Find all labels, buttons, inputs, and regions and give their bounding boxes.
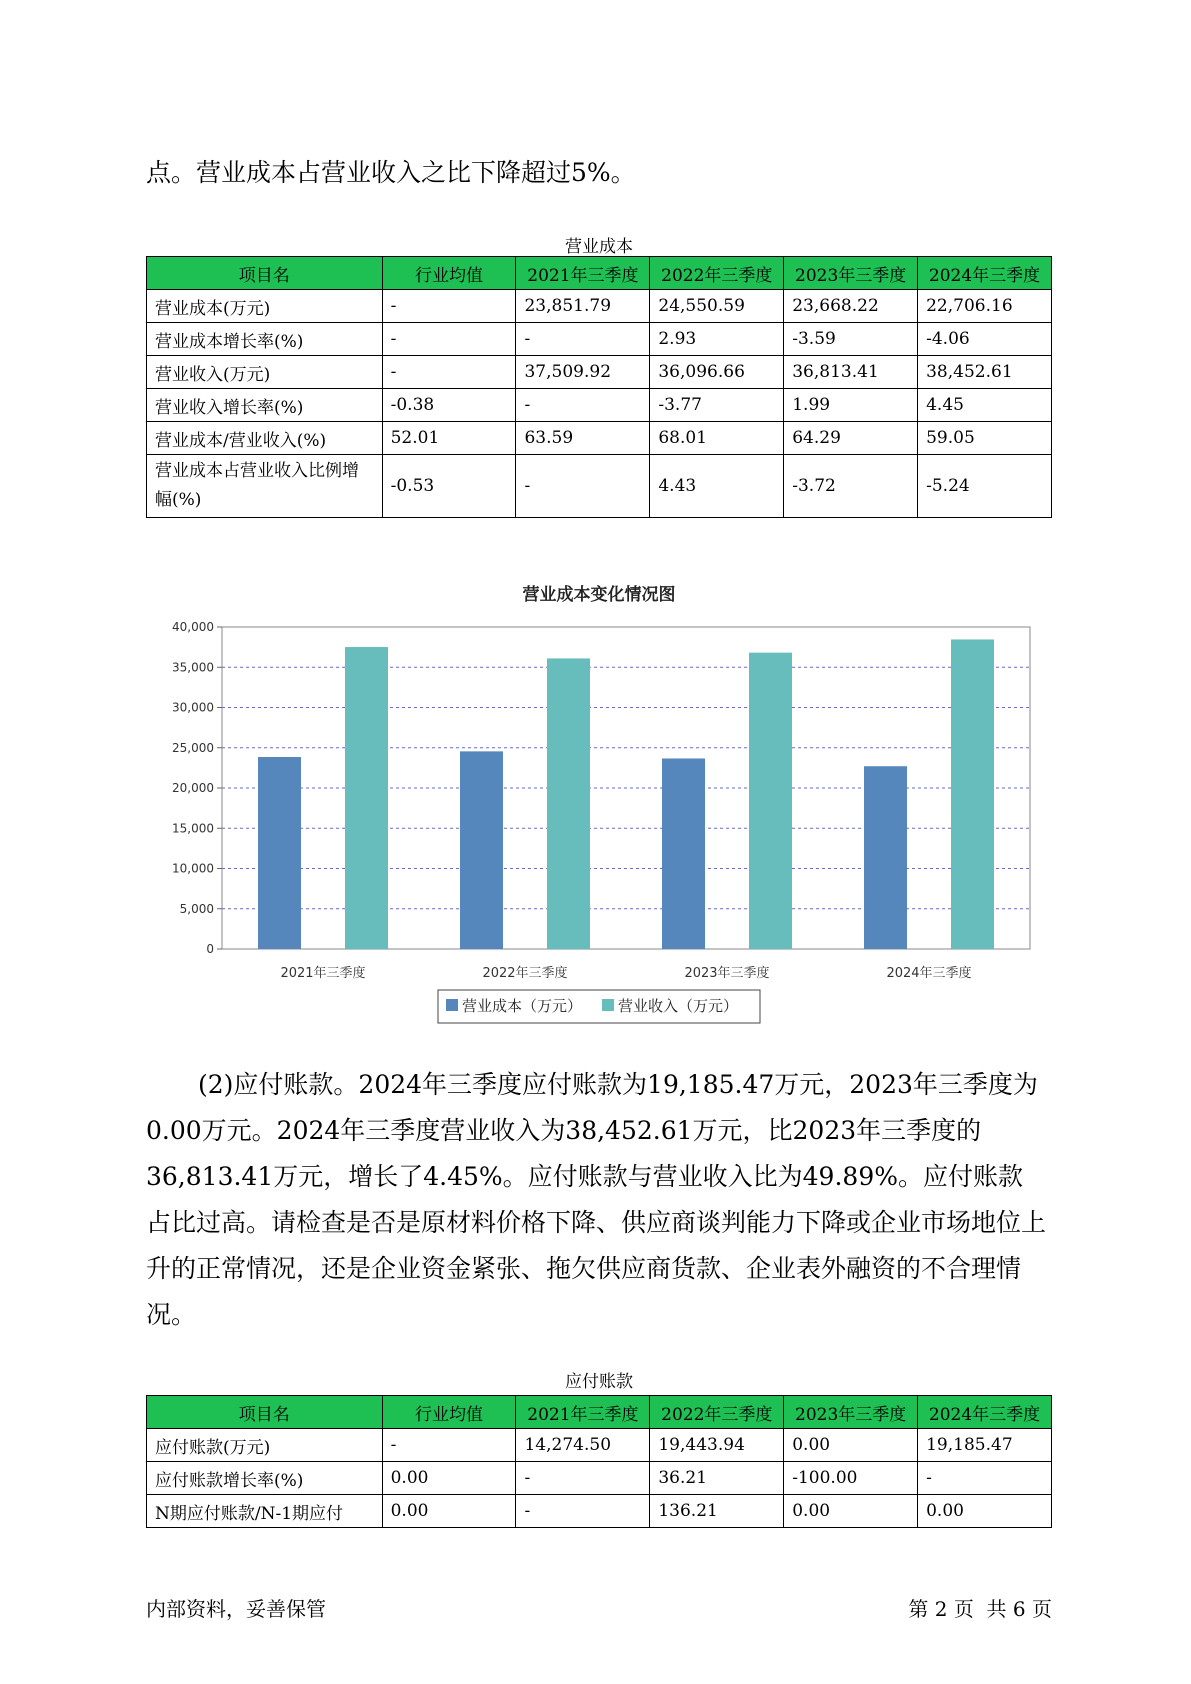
table-cell: -0.38: [382, 389, 516, 422]
table-cell: -3.59: [784, 323, 918, 356]
table-cell: 0.00: [784, 1495, 918, 1528]
bar-cost: [864, 766, 907, 949]
x-axis-ticks: [280, 965, 971, 981]
table-cell: 136.21: [650, 1495, 784, 1528]
y-tick-label: 20,000: [172, 781, 214, 795]
table-cell: -0.53: [382, 455, 516, 518]
header-cell: 2021年三季度: [516, 1396, 650, 1429]
gridlines: [222, 667, 1030, 909]
x-tick-label: 2024年三季度: [886, 966, 972, 981]
operating-cost-table: [146, 256, 1052, 518]
table-caption-operating-cost: 营业成本: [565, 237, 633, 257]
bar-revenue: [547, 658, 590, 949]
table-cell: 38,452.61: [918, 356, 1052, 389]
header-cell: 2024年三季度: [918, 257, 1052, 290]
table-cell: -: [382, 356, 516, 389]
bar-revenue: [345, 647, 388, 949]
table-cell: -: [918, 1462, 1052, 1495]
header-cell: 项目名: [147, 257, 383, 290]
intro-paragraph: 点。营业成本占营业收入之比下降超过5%。: [146, 158, 636, 187]
table-cell: 19,443.94: [650, 1429, 784, 1462]
table-cell: -: [516, 389, 650, 422]
table-cell: -: [382, 290, 516, 323]
header-cell: 2022年三季度: [650, 257, 784, 290]
table-cell: 0.00: [784, 1429, 918, 1462]
y-tick-label: 5,000: [179, 901, 214, 916]
legend-swatch-revenue: [602, 999, 614, 1011]
legend-label-cost: 营业成本（万元）: [462, 997, 583, 1015]
bars: [258, 639, 994, 949]
table-row: [147, 455, 1052, 518]
table-cell: -3.77: [650, 389, 784, 422]
chart-title: 营业成本变化情况图: [522, 585, 676, 605]
table-cell: 0.00: [382, 1462, 516, 1495]
table-cell: 营业成本占营业收入比例增幅(%): [147, 455, 383, 518]
table-cell: -: [516, 1495, 650, 1528]
table-cell: 营业成本/营业收入(%): [147, 422, 383, 455]
table-row: [147, 1495, 1052, 1528]
table-cell: -4.06: [918, 323, 1052, 356]
table-cell: -: [516, 1462, 650, 1495]
table-cell: 应付账款增长率(%): [147, 1462, 383, 1495]
table-cell: 36,096.66: [650, 356, 784, 389]
table-row: [147, 356, 1052, 389]
y-tick-label: 30,000: [172, 700, 214, 715]
table-cell: 64.29: [784, 422, 918, 455]
y-tick-label: 0: [206, 942, 214, 956]
table-cell: 37,509.92: [516, 356, 650, 389]
table-row: [147, 323, 1052, 356]
footer-confidential-note: 内部资料，妥善保管: [146, 1597, 326, 1621]
table-cell: 0.00: [918, 1495, 1052, 1528]
header-cell: 行业均值: [382, 257, 516, 290]
table-cell: -: [516, 455, 650, 518]
table-row: [147, 422, 1052, 455]
bar-revenue: [749, 653, 792, 949]
table-cell: 68.01: [650, 422, 784, 455]
table-row: [147, 389, 1052, 422]
table-cell: 23,668.22: [784, 290, 918, 323]
table-header-row: [147, 1396, 1052, 1429]
table-cell: -: [382, 1429, 516, 1462]
table-caption-accounts-payable: 应付账款: [565, 1372, 633, 1392]
table-cell: 59.05: [918, 422, 1052, 455]
y-tick-label: 25,000: [172, 740, 214, 755]
accounts-payable-paragraph: (2)应付账款。2024年三季度应付账款为19,185.47万元，2023年三季度为0.00万元。2024年三季度营业收入为38,452.61万元，比2023年三季度的36,813.41万元，增长了4.45%。应付账款与营业收入比为49.89%。应付账款占比过高。请检查是否是原材料价格下降、供应商谈判能力下降或企业市场地位上升的正常情况，还是企业资金紧张、拖欠供应商货款、企业表外融资的不合理情况。: [146, 1070, 1047, 1329]
chart-legend: [438, 990, 760, 1023]
table-cell: 4.45: [918, 389, 1052, 422]
table-cell: 63.59: [516, 422, 650, 455]
table-cell: 14,274.50: [516, 1429, 650, 1462]
table-row: [147, 1429, 1052, 1462]
header-cell: 2022年三季度: [650, 1396, 784, 1429]
header-cell: 2021年三季度: [516, 257, 650, 290]
header-cell: 2023年三季度: [784, 257, 918, 290]
table-cell: 36.21: [650, 1462, 784, 1495]
bar-cost: [258, 757, 301, 949]
table-header-row: [147, 257, 1052, 290]
table-cell: -5.24: [918, 455, 1052, 518]
y-tick-label: 10,000: [172, 861, 214, 876]
table-cell: 19,185.47: [918, 1429, 1052, 1462]
y-tick-label: 40,000: [172, 620, 214, 634]
legend-swatch-cost: [446, 999, 458, 1011]
header-cell: 2023年三季度: [784, 1396, 918, 1429]
bar-cost: [662, 758, 705, 949]
x-tick-label: 2021年三季度: [280, 966, 366, 981]
table-cell: 22,706.16: [918, 290, 1052, 323]
y-tick-label: 35,000: [172, 660, 214, 675]
bar-cost: [460, 751, 503, 949]
legend-label-revenue: 营业收入（万元）: [618, 997, 739, 1015]
table-cell: -: [516, 323, 650, 356]
table-cell: 营业成本增长率(%): [147, 323, 383, 356]
table-row: [147, 1462, 1052, 1495]
table-cell: 营业成本(万元): [147, 290, 383, 323]
bar-revenue: [951, 639, 994, 949]
y-tick-label: 15,000: [172, 821, 214, 836]
header-cell: 项目名: [147, 1396, 383, 1429]
table-cell: 1.99: [784, 389, 918, 422]
operating-cost-chart: [146, 575, 1052, 1025]
table-cell: 营业收入(万元): [147, 356, 383, 389]
table-cell: 24,550.59: [650, 290, 784, 323]
x-tick-label: 2022年三季度: [482, 966, 568, 981]
table-cell: 52.01: [382, 422, 516, 455]
table-cell: -3.72: [784, 455, 918, 518]
table-cell: 4.43: [650, 455, 784, 518]
header-cell: 行业均值: [382, 1396, 516, 1429]
footer-page-number: 第 2 页 共 6 页: [908, 1597, 1052, 1621]
table-cell: 应付账款(万元): [147, 1429, 383, 1462]
table-cell: -: [382, 323, 516, 356]
table-cell: 2.93: [650, 323, 784, 356]
table-cell: 营业收入增长率(%): [147, 389, 383, 422]
table-cell: 36,813.41: [784, 356, 918, 389]
table-row: [147, 290, 1052, 323]
header-cell: 2024年三季度: [918, 1396, 1052, 1429]
table-cell: 23,851.79: [516, 290, 650, 323]
table-cell: -100.00: [784, 1462, 918, 1495]
table-cell: N期应付账款/N-1期应付: [147, 1495, 383, 1528]
y-axis-ticks: [172, 620, 222, 956]
table-cell: 0.00: [382, 1495, 516, 1528]
accounts-payable-table: [146, 1395, 1052, 1528]
x-tick-label: 2023年三季度: [684, 966, 770, 981]
